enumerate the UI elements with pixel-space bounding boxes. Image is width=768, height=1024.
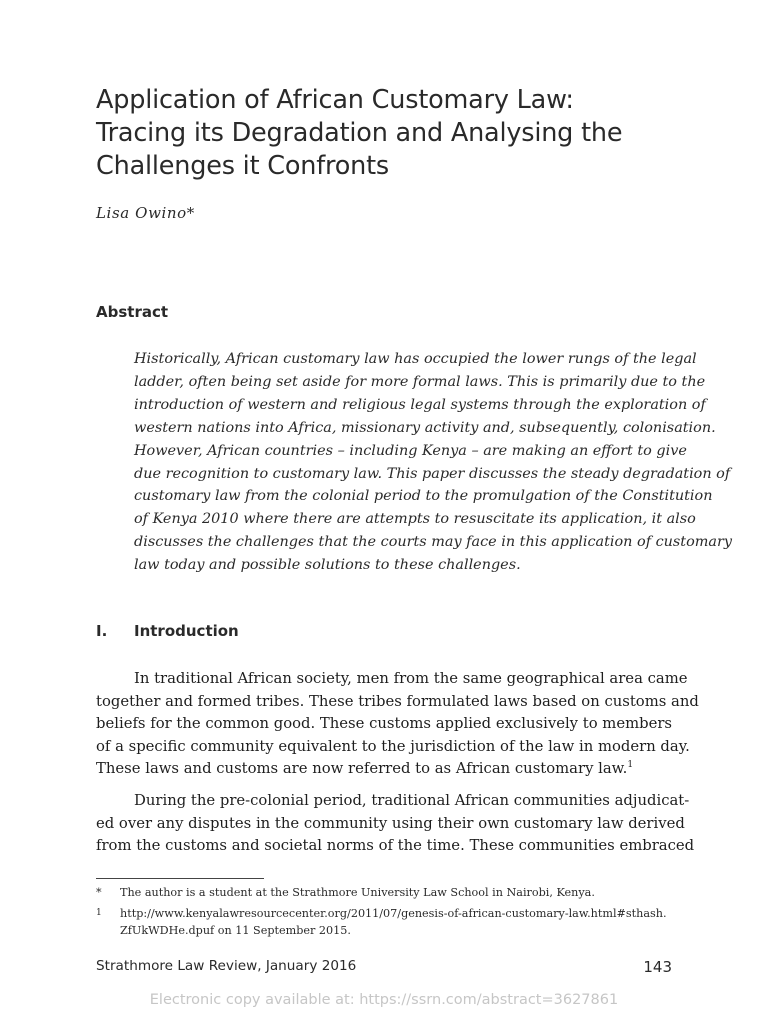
abstract-line: due recognition to customary law. This paper discusses the steady degradation of: [134, 465, 731, 482]
paragraph-1: [96, 668, 699, 781]
body-line: from the customs and societal norms of the time. These communities embraced: [96, 837, 695, 854]
footnote-separator: [96, 878, 264, 879]
title-line: Application of African Customary Law:: [96, 85, 574, 115]
journal-footer: Strathmore Law Review, January 2016: [96, 958, 357, 974]
footnote-mark: 1: [96, 908, 102, 918]
footnote-ref[interactable]: 1: [627, 760, 634, 771]
abstract-line: customary law from the colonial period to the promulgation of the Constitution: [134, 488, 713, 505]
body-line-text: These laws and customs are now referred to as African customary law.: [96, 760, 628, 777]
body-line: [96, 758, 672, 781]
footnote-text[interactable]: [120, 905, 676, 939]
section-number: I.: [96, 622, 108, 640]
page-number: 143: [643, 958, 672, 976]
body-line: together and formed tribes. These tribes formulated laws based on customs and: [96, 692, 699, 710]
abstract-line: western nations into Africa, missionary activity and, subsequently, colonisation.: [134, 419, 716, 436]
section-title: Introduction: [134, 622, 239, 640]
author-name: Lisa Owino*: [96, 204, 195, 222]
abstract-line: However, African countries – including Kenya – are making an effort to give: [134, 442, 687, 459]
body-line: In traditional African society, men from the same geographical area came: [134, 670, 688, 687]
abstract-text: [134, 348, 732, 577]
section-heading: [96, 622, 239, 640]
body-line: During the pre-colonial period, traditional African communities adjudicat-: [134, 792, 690, 809]
abstract-line: discusses the challenges that the courts may face in this application of customary: [134, 534, 732, 551]
body-line: of a specific community equivalent to the jurisdiction of the law in modern day.: [96, 737, 690, 755]
footnote-link-line[interactable]: http://www.kenyalawresourcecenter.org/2011/07/genesis-of-african-customary-law.html#sthash.: [120, 907, 667, 920]
abstract-line: ladder, often being set aside for more formal laws. This is primarily due to the: [134, 373, 706, 390]
abstract-line: Historically, African customary law has occupied the lower rungs of the legal: [134, 351, 697, 367]
paragraph-2: [96, 790, 695, 858]
ssrn-watermark[interactable]: Electronic copy available at: https://ssrn.com/abstract=3627861: [149, 992, 619, 1008]
abstract-heading: Abstract: [96, 303, 169, 321]
abstract-line: of Kenya 2010 where there are attempts to resuscitate its application, it also: [134, 511, 696, 528]
footnote-line: The author is a student at the Strathmore University Law School in Nairobi, Kenya.: [120, 886, 595, 899]
title-line: Tracing its Degradation and Analysing the: [96, 118, 623, 148]
abstract-line: introduction of western and religious legal systems through the exploration of: [134, 396, 706, 413]
body-line: ed over any disputes in the community using their own customary law derived: [96, 814, 685, 832]
footnote-line: ZfUkWDHe.dpuf on 11 September 2015.: [120, 924, 351, 937]
title-line: Challenges it Confronts: [96, 151, 389, 181]
body-line: beliefs for the common good. These customs applied exclusively to members: [96, 715, 673, 732]
footnote-text: [120, 884, 676, 901]
abstract-line: law today and possible solutions to these challenges.: [134, 557, 521, 574]
footnote-mark: *: [96, 886, 102, 899]
paper-title: [96, 84, 696, 183]
